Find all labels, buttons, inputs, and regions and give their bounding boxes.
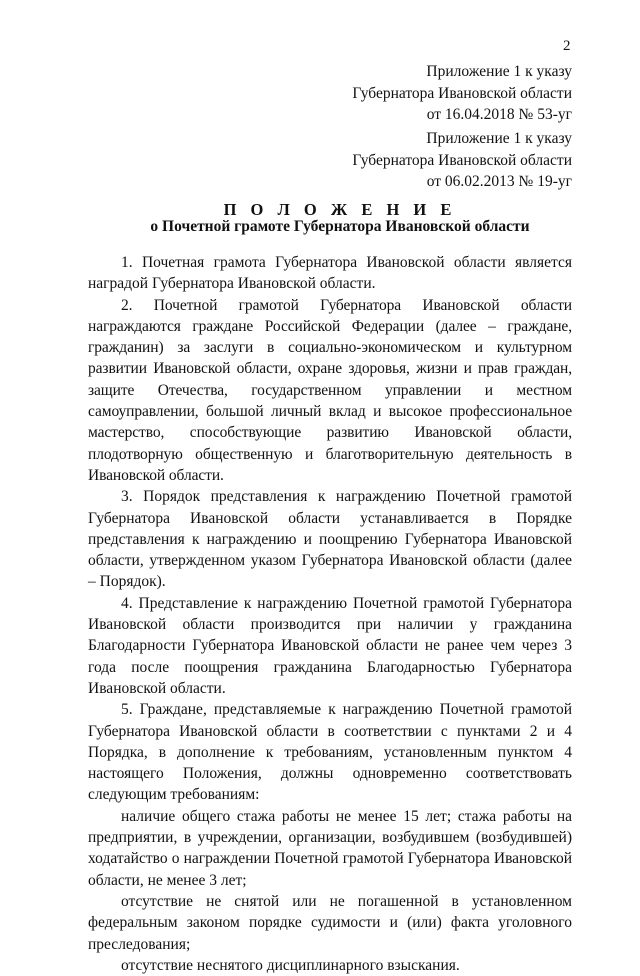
paragraph-4: 4. Представление к награждению Почетной грамотой Губернатора Ивановской области производится при наличии у гражданина Благодарности Губернатора Ивановской области не ранее чем через 3 года после поощрения гражданина Благодарностью Губернатора Ивановской области. <box>88 594 572 697</box>
requirement-item: наличие общего стажа работы не менее 15 лет; стажа работы на предприятии, в учреждении, организации, возбудившем (возбудившей) ходатайство о награждении Почетной грамотой Губернатора Ивановской области, не менее 3 лет; <box>88 807 572 889</box>
appendix-header-line: Губернатора Ивановской области <box>352 151 572 169</box>
document-body <box>88 252 572 976</box>
appendix-header-line: Губернатора Ивановской области <box>352 84 572 102</box>
appendix-header-2 <box>352 128 572 193</box>
document-subtitle: о Почетной грамоте Губернатора Ивановской области <box>150 218 530 235</box>
paragraph-2: 2. Почетной грамотой Губернатора Ивановской области награждаются граждане Российской Федерации (далее – граждане, гражданин) за заслуги в социально-экономическом и культурном развитии Ивановской области, охране здоровья, жизни и прав граждан, защите Отечества, государственном управлении и местном самоуправлении, большой личный вклад и высокое профессиональное мастерство, способствующие развитию Ивановской области, плодотворную общественную и благотворительную деятельность в Ивановской области. <box>88 296 572 484</box>
appendix-header-line: Приложение 1 к указу <box>426 130 572 147</box>
appendix-header-line: от 16.04.2018 № 53-уг <box>426 106 572 123</box>
paragraph-1: 1. Почетная грамота Губернатора Ивановской области является наградой Губернатора Ивановской области. <box>88 254 572 293</box>
paragraph-5: 5. Граждане, представляемые к награждению Почетной грамотой Губернатора Ивановской области в соответствии с пунктами 2 и 4 Порядка, в дополнение к требованиям, установленным пунктом 4 настоящего Положения, должны одновременно соответствовать следующим требованиям: <box>88 701 572 804</box>
appendix-header-1 <box>352 61 572 126</box>
appendix-header-line: от 06.02.2013 № 19-уг <box>426 173 572 190</box>
document-title: П О Л О Ж Е Н И Е <box>223 200 457 219</box>
appendix-header-line: Приложение 1 к указу <box>426 63 572 80</box>
requirement-item: отсутствие не снятой или не погашенной в установленном федеральным законом порядке судимости и (или) факта уголовного преследования; <box>88 892 572 953</box>
paragraph-3: 3. Порядок представления к награждению Почетной грамотой Губернатора Ивановской области устанавливается в Порядке представления к награждению и поощрению Губернатора Ивановской области, утвержденном указом Губернатора Ивановской области (далее – Порядок). <box>88 488 572 591</box>
requirement-item: отсутствие неснятого дисциплинарного взыскания. <box>121 956 460 974</box>
page-number: 2 <box>563 38 571 54</box>
